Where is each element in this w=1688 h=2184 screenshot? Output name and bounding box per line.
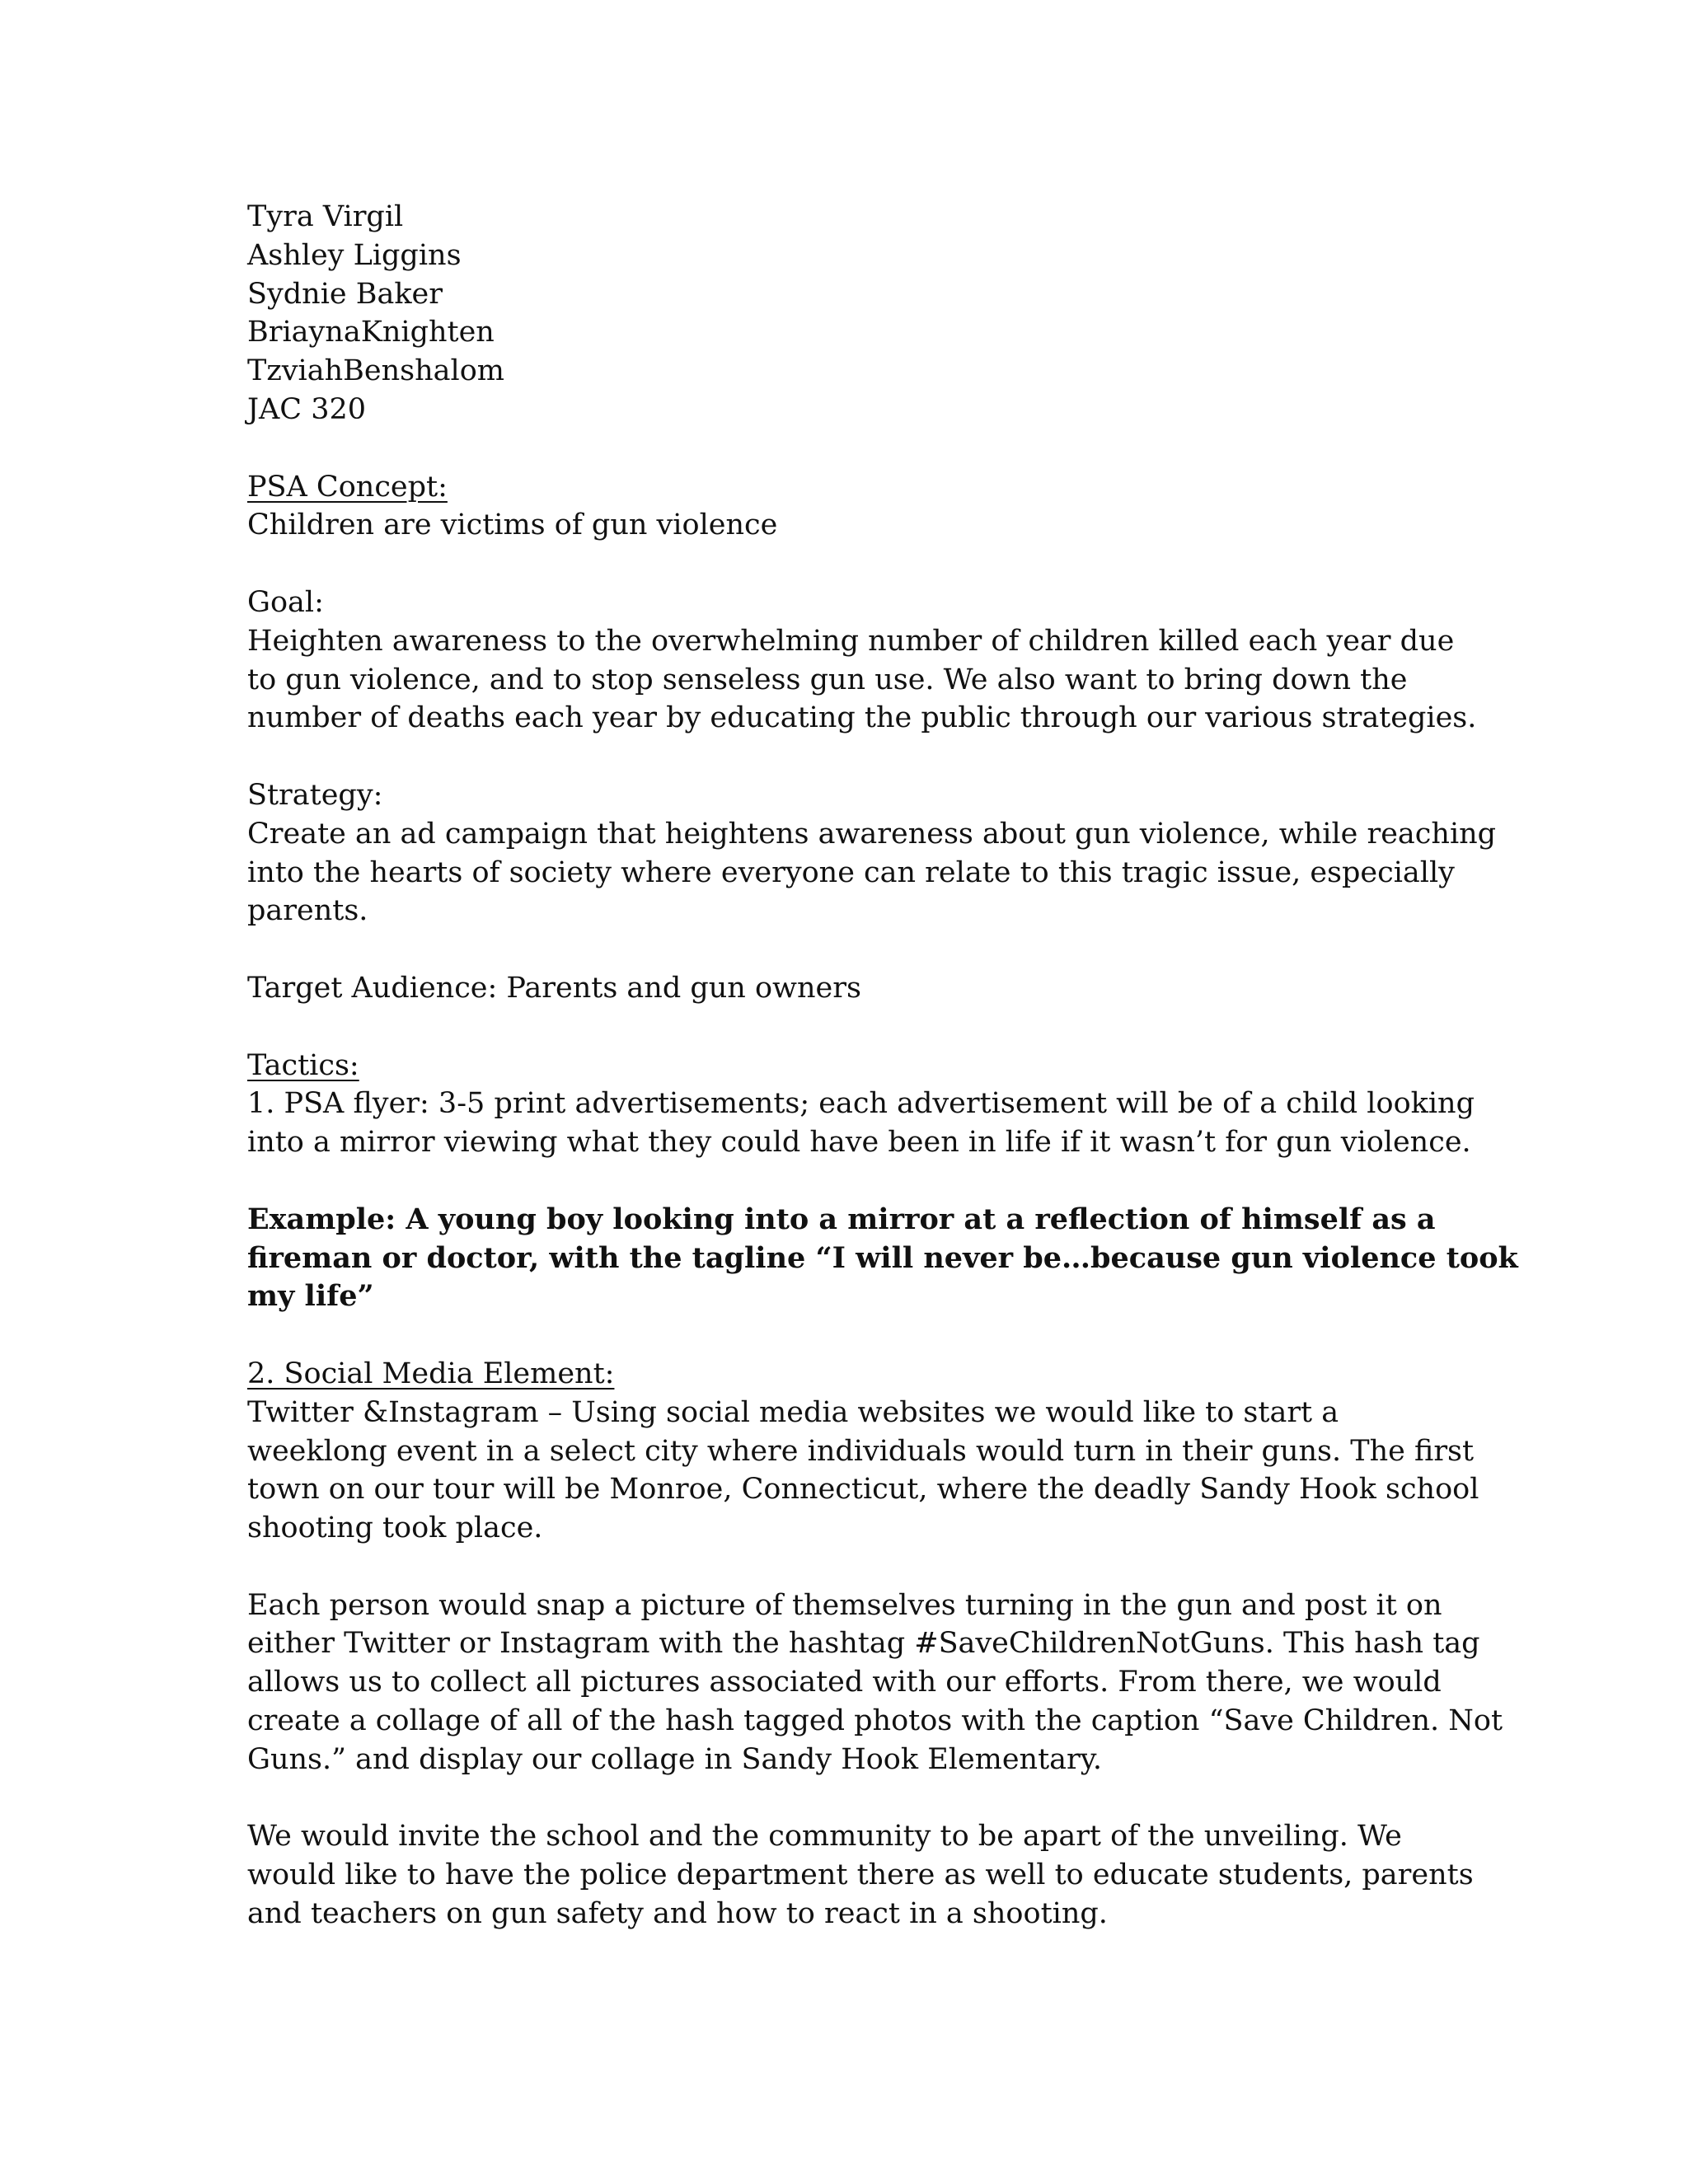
author-name: TzviahBenshalom <box>247 354 504 388</box>
hashtag-paragraph-line: create a collage of all of the hash tagged photos with the caption “Save Children. Not <box>247 1704 1503 1738</box>
social-media-line: town on our tour will be Monroe, Connecticut, where the deadly Sandy Hook school <box>247 1473 1479 1507</box>
hashtag-paragraph-line: Each person would snap a picture of themselves turning in the gun and post it on <box>247 1588 1442 1622</box>
tactic-psa-flyer-line: into a mirror viewing what they could have been in life if it wasn’t for gun violence. <box>247 1126 1471 1160</box>
social-media-line: Twitter &Instagram – Using social media websites we would like to start a <box>247 1395 1339 1429</box>
tactics-section <box>247 1047 1518 1317</box>
author-name: Tyra Virgil <box>247 200 404 233</box>
strategy-heading: Strategy: <box>247 778 383 812</box>
hashtag-paragraph-line: Guns.” and display our collage in Sandy Hook Elementary. <box>247 1742 1103 1776</box>
spacer <box>247 1162 1451 1201</box>
hashtag-paragraph-line: allows us to collect all pictures associated with our efforts. From there, we would <box>247 1666 1442 1699</box>
example-line: my life” <box>247 1279 374 1314</box>
strategy-line: Create an ad campaign that heightens awareness about gun violence, while reaching <box>247 817 1497 851</box>
social-media-section <box>247 1355 1503 1933</box>
strategy-line: parents. <box>247 894 368 928</box>
spacer <box>247 429 1451 468</box>
unveiling-paragraph-line: and teachers on gun safety and how to react in a shooting. <box>247 1897 1108 1931</box>
tactics-heading: Tactics: <box>247 1048 359 1082</box>
social-media-line: shooting took place. <box>247 1511 543 1545</box>
spacer <box>247 1548 1451 1586</box>
hashtag-paragraph-line: either Twitter or Instagram with the hashtag #SaveChildrenNotGuns. This hash tag <box>247 1627 1480 1661</box>
goal-line: Heighten awareness to the overwhelming number of children killed each year due <box>247 624 1455 658</box>
author-name: Ashley Liggins <box>247 238 462 272</box>
social-media-line: weeklong event in a select city where individuals would turn in their guns. The first <box>247 1434 1475 1468</box>
spacer <box>247 1008 1451 1047</box>
spacer <box>247 545 1451 583</box>
author-list <box>247 198 1451 391</box>
social-media-heading: 2. Social Media Element: <box>247 1357 615 1390</box>
unveiling-paragraph-line: would like to have the police department there as well to educate students, parents <box>247 1858 1474 1892</box>
strategy-line: into the hearts of society where everyone can relate to this tragic issue, especially <box>247 855 1455 889</box>
goal-line: to gun violence, and to stop senseless gun use. We also want to bring down the <box>247 663 1408 696</box>
spacer <box>247 1316 1451 1355</box>
spacer <box>247 930 1451 969</box>
spacer <box>247 738 1451 776</box>
target-audience: Target Audience: Parents and gun owners <box>247 971 861 1005</box>
goal-line: number of deaths each year by educating the public through our various strategies. <box>247 701 1477 735</box>
goal-heading: Goal: <box>247 585 324 619</box>
unveiling-paragraph-line: We would invite the school and the community to be apart of the unveiling. We <box>247 1820 1402 1854</box>
strategy-section <box>247 776 1497 930</box>
example-block <box>247 1201 1518 1316</box>
spacer <box>247 1779 1451 1818</box>
psa-concept-section <box>247 468 1451 546</box>
psa-concept-heading: PSA Concept: <box>247 470 448 504</box>
tactic-psa-flyer-line: 1. PSA flyer: 3-5 print advertisements; each advertisement will be of a child looking <box>247 1087 1475 1121</box>
author-name: Sydnie Baker <box>247 277 443 311</box>
example-line: Example: A young boy looking into a mirror at a reflection of himself as a <box>247 1202 1436 1236</box>
document-page <box>247 198 1518 1933</box>
psa-concept-text: Children are victims of gun violence <box>247 509 778 542</box>
example-line: fireman or doctor, with the tagline “I will never be…because gun violence took <box>247 1240 1518 1275</box>
course-code: JAC 320 <box>247 392 367 426</box>
goal-section <box>247 583 1477 738</box>
author-name: BriaynaKnighten <box>247 316 495 349</box>
